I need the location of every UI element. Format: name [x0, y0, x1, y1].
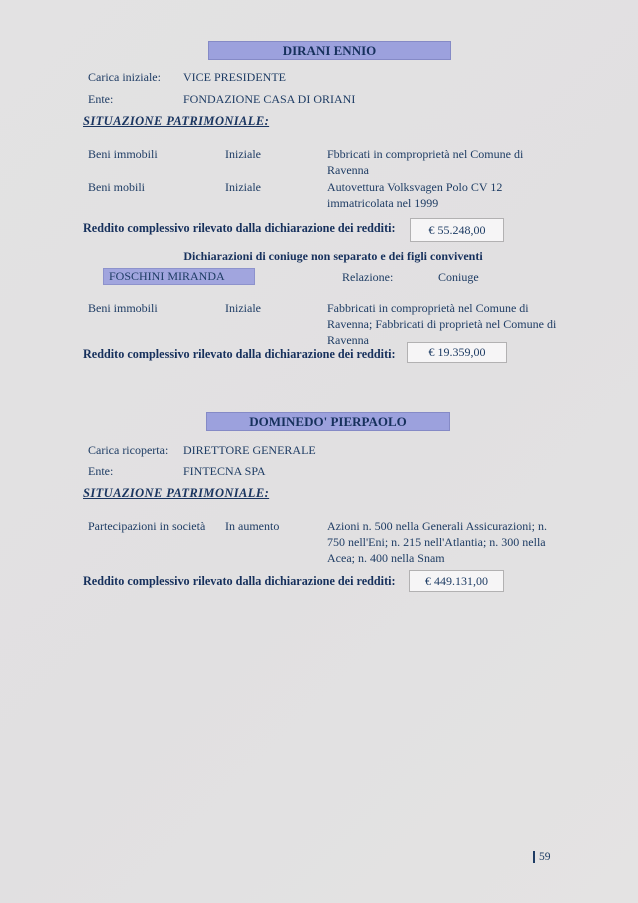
- income-value-box: € 19.359,00: [407, 342, 507, 363]
- person-header: DIRANI ENNIO: [208, 41, 451, 60]
- asset-variation: Iniziale: [225, 180, 261, 194]
- field-label: Ente:: [88, 464, 114, 478]
- relation-value: Coniuge: [438, 270, 479, 284]
- income-label: Reddito complessivo rilevato dalla dichiarazione dei redditi:: [83, 221, 396, 235]
- person-header: DOMINEDO' PIERPAOLO: [206, 412, 450, 431]
- asset-category: Beni mobili: [88, 180, 145, 194]
- field-value: FINTECNA SPA: [183, 464, 266, 478]
- asset-description: Fbbricati in comproprietà nel Comune di Ravenna: [327, 147, 524, 177]
- income-value-box: € 449.131,00: [409, 570, 504, 592]
- field-label: Carica iniziale:: [88, 70, 161, 84]
- income-label: Reddito complessivo rilevato dalla dichiarazione dei redditi:: [83, 574, 396, 588]
- family-member-name: FOSCHINI MIRANDA: [103, 268, 255, 285]
- asset-category: Partecipazioni in società: [88, 519, 206, 533]
- field-value: FONDAZIONE CASA DI ORIANI: [183, 92, 356, 106]
- asset-category: Beni immobili: [88, 301, 158, 315]
- asset-variation: In aumento: [225, 519, 280, 533]
- asset-variation: Iniziale: [225, 301, 261, 315]
- field-label: Ente:: [88, 92, 114, 106]
- patrimony-heading: SITUAZIONE PATRIMONIALE:: [83, 114, 270, 128]
- asset-description: Azioni n. 500 nella Generali Assicurazioni; n. 750 nell'Eni; n. 215 nell'Atlantia; n. 300 nella Acea; n. 400 nella Snam: [327, 519, 547, 565]
- asset-variation: Iniziale: [225, 147, 261, 161]
- relation-label: Relazione:: [342, 270, 394, 284]
- page-number: 59: [533, 851, 551, 863]
- income-value-box: € 55.248,00: [410, 218, 504, 242]
- asset-description: Fabbricati in comproprietà nel Comune di Ravenna; Fabbricati di proprietà nel Comune di Ravenna: [327, 301, 557, 347]
- field-value: VICE PRESIDENTE: [183, 70, 286, 84]
- asset-category: Beni immobili: [88, 147, 158, 161]
- asset-description: Autovettura Volksvagen Polo CV 12 immatricolata nel 1999: [327, 180, 503, 210]
- patrimony-heading: SITUAZIONE PATRIMONIALE:: [83, 486, 270, 500]
- field-value: DIRETTORE GENERALE: [183, 443, 316, 457]
- income-label: Reddito complessivo rilevato dalla dichiarazione dei redditi:: [83, 347, 396, 361]
- family-declarations-title: Dichiarazioni di coniuge non separato e dei figli conviventi: [183, 249, 483, 263]
- field-label: Carica ricoperta:: [88, 443, 169, 457]
